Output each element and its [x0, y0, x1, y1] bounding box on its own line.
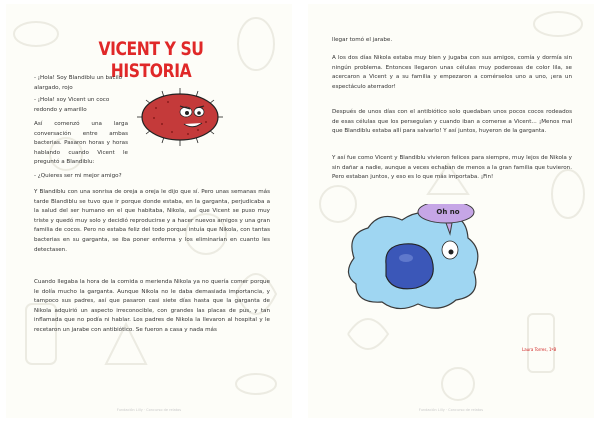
paragraph-friendship: Y Blandiblu con una sonrisa de oreja a oreja le dijo que sí. Pero unas semanas más tarde Blandiblu se tuvo que ir porque donde estaba, en la garganta, perjudicaba a la salud del ser humano en el que habitaba, Nikola, así que Vicent se puso muy triste y quedó muy solo y decidió reproducirse y a hacer nuevos amigos y una gran familia de cocos. Pero no estaba feliz del todo porque intuía que Nikola, con tantas bacterias en su garganta, se iba poner enferma y los eliminarían en cuanto les detectasen. — [34, 189, 270, 253]
speech-bubble-text: Oh no — [436, 208, 460, 216]
dialogue-blandiblu: - ¡Hola! Soy Blandiblu un bacilo alargado, rojo — [34, 75, 123, 91]
right-page — [308, 4, 594, 418]
author-signature: Laura Torres, 1ºB — [522, 347, 557, 352]
paragraph-rescue: Después de unos días con el antibiótico solo quedaban unos pocos cocos rodeados de esas células que los perseguían y cuando iban a comerse a Vicent... ¡Menos mal que Blandiblu estaba allí para salvarlo! Y así juntos, huyeron de la garganta. — [332, 109, 572, 135]
left-page — [6, 4, 292, 418]
footer: Fundación Lilly · Concurso de relatos — [116, 408, 182, 412]
paragraph-ending: Y así fue como Vicent y Blandiblu vivieron felices para siempre, muy lejos de Nikola y sin dañar a nadie, aunque a veces echaban de menos a la gran familia que tuvieron. Pero estaban juntos, y eso es lo que más importaba. ¡Fin! — [332, 155, 572, 181]
dialogue-vicent: - ¡Hola! soy Vicent un coco redondo y amarillo — [34, 97, 110, 113]
macrophage-illustration — [342, 204, 488, 316]
paragraph-intro: Así comenzó una larga conversación entre ambas bacterias. Pasaron horas y horas hablando cuando Vicent le preguntó a Blandiblu: — [34, 121, 128, 166]
paragraph-jarabe: llegar tomó el jarabe. — [332, 37, 393, 43]
story-title: VICENT Y SU HISTORIA — [98, 38, 204, 82]
dialogue-question: - ¿Quieres ser mi mejor amigo? — [34, 173, 122, 179]
footer: Fundación Lilly · Concurso de relatos — [418, 408, 484, 412]
paragraph-illness: Cuando llegaba la hora de la comida o merienda Nikola ya no quería comer porque le dolía mucho la garganta. Aunque Nikola no le daba demasiada importancia, y tampoco sus padres, así que pasaron casi siete días hasta que la garganta de Nikola adquirió un aspecto irreconocible, con grandes las placas de pus, y tan inflamada que no podía ni hablar. Los padres de Nikola la llevaron al hospital y le recetaron un jarabe con antibiótico. Se fueron a casa y nada más — [34, 279, 270, 333]
bacteria-illustration — [132, 84, 228, 150]
paragraph-recovery: A los dos días Nikola estaba muy bien y jugaba con sus amigos, comía y dormía sin ningún problema. Entonces llegaron unas células muy poderosas de color lila, se acercaron a Vicent y a su familia y empezaron a comérselos uno a uno, ¡era un espectáculo aterrador! — [332, 55, 572, 90]
